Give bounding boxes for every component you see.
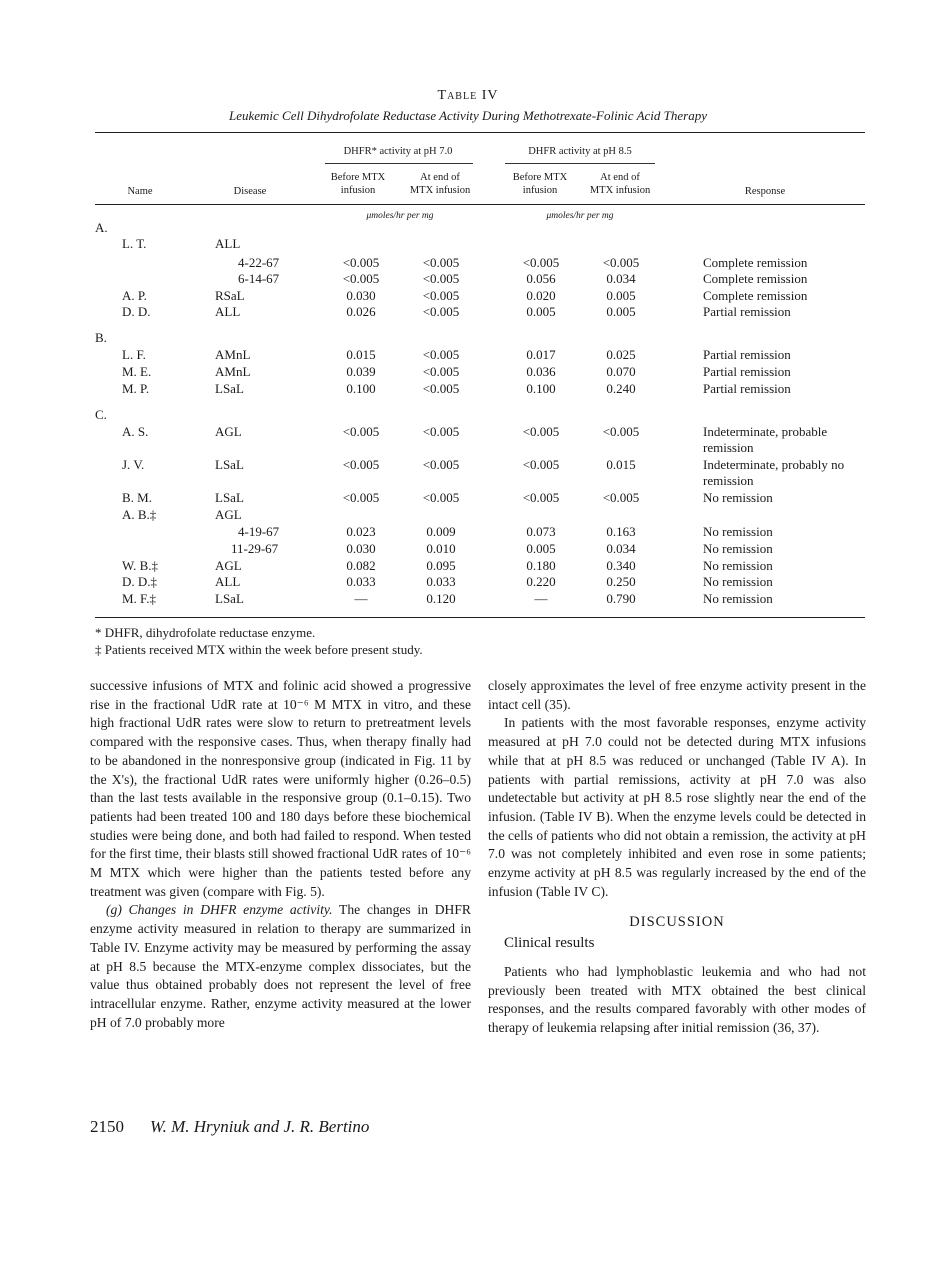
- row-before-ph70: 0.082: [346, 558, 376, 573]
- header-name: Name: [127, 186, 153, 197]
- row-before-ph70: <0.005: [342, 457, 380, 472]
- header-end-line2: MTX infusion: [409, 185, 471, 196]
- paragraph: successive infusions of MTX and folinic acid showed a progressive rise in the fractional UdR rate at 10⁻⁶ M MTX in vitro, and these high fractional UdR rates were slow to return to pretreatment levels compared with the responsive cases. Thus, when therapy finally had to be abandoned in the nonresponsive group (indicated in Fig. 11 by the X's), the fractional UdR rates were uniformly higher (0.26–0.5) than the last tests available in the responsive group (0.1–0.15). Two patients had been treated 100 and 180 days before these biochemical studies were being done, and both had failed to respond. When tested for the first time, their blasts still showed fractional UdR rates of 10⁻⁶ M MTX which were higher than the patients tested before any treatment was given (compare with Fig. 5).: [90, 678, 471, 899]
- row-disease: AGL: [215, 558, 242, 573]
- row-before-ph85: <0.005: [522, 490, 560, 505]
- row-end-ph85: 0.005: [606, 288, 636, 303]
- page-number: 2150: [90, 1117, 124, 1136]
- row-end-ph70: <0.005: [422, 364, 460, 379]
- header-end-line1: At end of: [420, 172, 460, 183]
- page-footer: [90, 1117, 369, 1137]
- paragraph: closely approximates the level of free enzyme activity present in the intact cell (35).: [488, 678, 866, 712]
- row-response: No remission: [703, 558, 773, 573]
- row-name: M. F.‡: [122, 591, 156, 606]
- row-response: Complete remission: [703, 271, 808, 286]
- paragraph: Patients who had lymphoblastic leukemia and who had not previously been treated with MTX obtained the best clinical responses, and the results compared favorably with other modes of therapy of leukemia relapsing after initial remission (36, 37).: [488, 963, 866, 1035]
- table-header-rule: [95, 204, 865, 205]
- row-end-ph85: 0.034: [606, 541, 636, 556]
- row-end-ph70: <0.005: [422, 255, 460, 270]
- row-end-ph70: <0.005: [422, 424, 460, 439]
- section-label-a: A.: [95, 220, 108, 235]
- row-response: Partial remission: [703, 381, 791, 396]
- left-column: [90, 677, 471, 1032]
- row-before-ph85: 0.005: [526, 541, 556, 556]
- table-bottom-rule: [95, 617, 865, 618]
- row-end-ph70: <0.005: [422, 490, 460, 505]
- row-before-ph85: <0.005: [522, 424, 560, 439]
- row-name: J. V.: [122, 457, 145, 472]
- row-end-ph85: <0.005: [602, 255, 640, 270]
- row-disease: AMnL: [215, 364, 251, 379]
- subsection-heading: Clinical results: [504, 935, 595, 952]
- row-before-ph70: <0.005: [342, 424, 380, 439]
- row-end-ph70: 0.120: [426, 591, 456, 606]
- header-end-line1: At end of: [600, 172, 640, 183]
- row-before-ph85: 0.180: [526, 558, 556, 573]
- header-group-ph70-rule: [325, 163, 473, 164]
- row-before-ph70: <0.005: [342, 255, 380, 270]
- row-response: Complete remission: [703, 255, 808, 270]
- row-end-ph85: 0.034: [606, 271, 636, 286]
- row-before-ph70: 0.023: [346, 524, 376, 539]
- subsection-heading: (g) Changes in DHFR enzyme activity.: [106, 902, 333, 918]
- row-response: Partial remission: [703, 304, 791, 319]
- row-disease: ALL: [215, 304, 241, 319]
- row-before-ph85: 0.005: [526, 304, 556, 319]
- header-before-ph85: [500, 171, 580, 197]
- row-disease: ALL: [215, 574, 241, 589]
- row-end-ph85: 0.163: [606, 524, 636, 539]
- row-name: D. D.‡: [122, 574, 158, 589]
- row-before-ph70: 0.030: [346, 288, 376, 303]
- paragraph-text: The changes in DHFR enzyme activity measured in relation to therapy are summarized in Table IV. Enzyme activity may be measured by performing the assay at pH 8.5 because the MTX-enzyme complex dissociates, but the value thus obtained probably does not represent the level of free intracellular enzyme. Rather, enzyme activity measured at the lower pH of 7.0 probably more: [90, 902, 471, 1030]
- header-before-line1: Before MTX: [512, 172, 568, 183]
- row-before-ph85: 0.017: [526, 347, 556, 362]
- row-before-ph70: <0.005: [342, 490, 380, 505]
- row-response: No remission: [703, 490, 773, 505]
- row-response: Partial remission: [703, 364, 791, 379]
- table-subtitle: Leukemic Cell Dihydrofolate Reductase Activity During Methotrexate-Folinic Acid Therapy: [229, 108, 707, 123]
- row-name: A. S.: [122, 424, 149, 439]
- row-name: B. M.: [122, 490, 152, 505]
- table-top-rule: [95, 132, 865, 133]
- row-disease: ALL: [215, 236, 241, 251]
- row-before-ph70: 0.100: [346, 381, 376, 396]
- row-before-ph85: <0.005: [522, 255, 560, 270]
- row-disease: LSaL: [215, 591, 244, 606]
- header-end-ph70: [398, 171, 482, 197]
- row-disease: AGL: [215, 507, 242, 522]
- table-title: Table IV: [437, 88, 499, 103]
- row-end-ph70: <0.005: [422, 304, 460, 319]
- header-before-line2: infusion: [340, 185, 376, 196]
- row-before-ph85: 0.020: [526, 288, 556, 303]
- row-name: M. P.: [122, 381, 150, 396]
- row-name: A. B.‡: [122, 507, 157, 522]
- row-end-ph70: <0.005: [422, 381, 460, 396]
- header-before-line1: Before MTX: [330, 172, 386, 183]
- row-name: D. D.: [122, 304, 151, 319]
- row-response: No remission: [703, 574, 773, 589]
- row-end-ph70: <0.005: [422, 288, 460, 303]
- row-end-ph70: 0.033: [426, 574, 456, 589]
- row-end-ph70: <0.005: [422, 347, 460, 362]
- row-end-ph70: 0.010: [426, 541, 456, 556]
- header-group-ph85-rule: [505, 163, 655, 164]
- row-disease: AGL: [215, 424, 242, 439]
- paragraph: [90, 901, 471, 1032]
- row-end-ph70: <0.005: [422, 457, 460, 472]
- row-before-ph70: 0.015: [346, 347, 376, 362]
- row-end-ph85: 0.005: [606, 304, 636, 319]
- row-disease: LSaL: [215, 457, 244, 472]
- header-group-ph70: DHFR* activity at pH 7.0: [343, 146, 453, 157]
- footnote-dhfr: * DHFR, dihydrofolate reductase enzyme.: [95, 625, 316, 640]
- row-response: No remission: [703, 541, 773, 556]
- row-end-ph85: 0.250: [606, 574, 636, 589]
- row-response: No remission: [703, 524, 773, 539]
- row-name: M. E.: [122, 364, 152, 379]
- row-end-ph85: 0.790: [606, 591, 636, 606]
- row-before-ph70: <0.005: [342, 271, 380, 286]
- row-end-ph85: 0.025: [606, 347, 636, 362]
- row-before-ph70: —: [354, 591, 368, 606]
- row-response: Partial remission: [703, 347, 791, 362]
- row-name: W. B.‡: [122, 558, 158, 573]
- row-end-ph85: <0.005: [602, 424, 640, 439]
- row-before-ph85: —: [534, 591, 548, 606]
- header-group-ph85: DHFR activity at pH 8.5: [528, 146, 632, 157]
- row-before-ph85: <0.005: [522, 457, 560, 472]
- right-column: [488, 677, 866, 1038]
- row-date: 4-22-67: [238, 255, 280, 270]
- row-date: 11-29-67: [231, 541, 279, 556]
- row-before-ph85: 0.220: [526, 574, 556, 589]
- header-end-line2: MTX infusion: [589, 185, 651, 196]
- header-before-line2: infusion: [522, 185, 558, 196]
- footnote-mtx: ‡ Patients received MTX within the week before present study.: [95, 642, 423, 657]
- row-end-ph70: 0.009: [426, 524, 456, 539]
- units-ph85: μmoles/hr per mg: [546, 211, 614, 221]
- row-name: L. F.: [122, 347, 146, 362]
- row-response: Complete remission: [703, 288, 808, 303]
- row-end-ph85: 0.015: [606, 457, 636, 472]
- row-before-ph70: 0.033: [346, 574, 376, 589]
- row-before-ph70: 0.039: [346, 364, 376, 379]
- row-before-ph85: 0.056: [526, 271, 556, 286]
- row-end-ph85: <0.005: [602, 490, 640, 505]
- row-name: A. P.: [122, 288, 147, 303]
- row-end-ph85: 0.070: [606, 364, 636, 379]
- row-end-ph85: 0.340: [606, 558, 636, 573]
- row-before-ph70: 0.030: [346, 541, 376, 556]
- header-end-ph85: [578, 171, 662, 197]
- row-before-ph70: 0.026: [346, 304, 376, 319]
- row-end-ph70: 0.095: [426, 558, 456, 573]
- row-disease: LSaL: [215, 381, 244, 396]
- header-disease: Disease: [233, 186, 267, 197]
- row-date: 6-14-67: [238, 271, 280, 286]
- row-disease: LSaL: [215, 490, 244, 505]
- row-before-ph85: 0.036: [526, 364, 556, 379]
- row-before-ph85: 0.073: [526, 524, 556, 539]
- row-response: Indeterminate, probably no remission: [703, 457, 845, 488]
- header-response: Response: [744, 186, 786, 197]
- row-end-ph70: <0.005: [422, 271, 460, 286]
- section-label-b: B.: [95, 330, 107, 345]
- row-disease: RSaL: [215, 288, 245, 303]
- section-heading: DISCUSSION: [629, 914, 725, 931]
- row-end-ph85: 0.240: [606, 381, 636, 396]
- row-disease: AMnL: [215, 347, 251, 362]
- row-response: No remission: [703, 591, 773, 606]
- units-ph70: μmoles/hr per mg: [366, 211, 434, 221]
- paragraph: In patients with the most favorable responses, enzyme activity measured at pH 7.0 could not be detected during MTX infusions while that at pH 8.5 was reduced or unchanged (Table IV A). In patients with partial remissions, activity at pH 7.0 was also undetectable but activity at pH 8.5 rose slightly near the end of the infusion. (Table IV B). When the enzyme levels could be detected in the cells of patients who did not obtain a remission, the activity at pH 7.0 was not completely inhibited and even rose in some patients; enzyme activity at pH 8.5 was regularly increased by the end of the infusion (Table IV C).: [488, 715, 866, 899]
- row-name: L. T.: [122, 236, 147, 251]
- running-authors: W. M. Hryniuk and J. R. Bertino: [150, 1117, 370, 1136]
- section-label-c: C.: [95, 407, 107, 422]
- row-date: 4-19-67: [238, 524, 280, 539]
- row-response: Indeterminate, probable remission: [703, 424, 828, 455]
- row-before-ph85: 0.100: [526, 381, 556, 396]
- header-before-ph70: [318, 171, 398, 197]
